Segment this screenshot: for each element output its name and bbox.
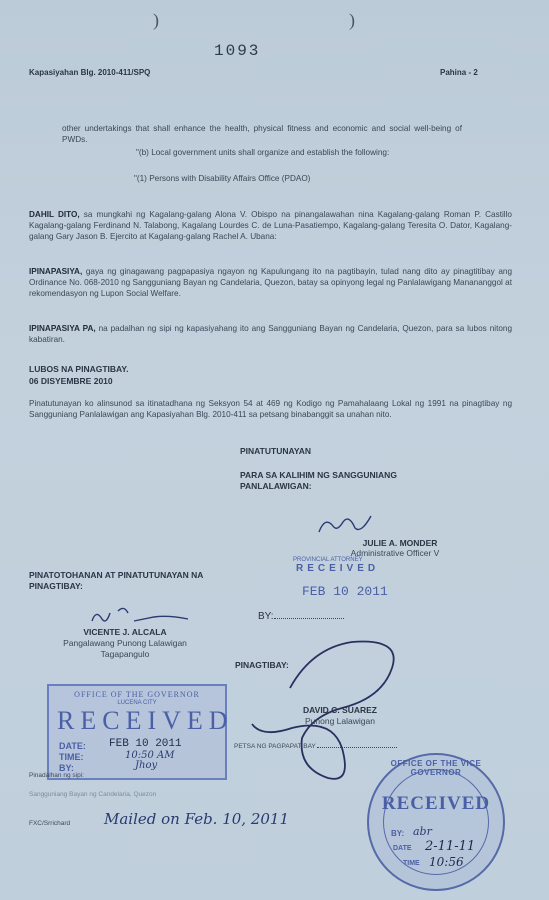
typist-initials: FXC/Srrichard [29, 820, 71, 827]
vice-governor-role: Tagapangulo [100, 649, 150, 659]
provincial-by-line [274, 618, 344, 619]
paragraph-continuation: other undertakings that shall enhance the health, physical fitness and economic and social well-being of PWDs. [62, 124, 462, 145]
governor-name: DAVID C. SUAREZ [303, 705, 377, 715]
ipinapasiya-paragraph [29, 266, 512, 300]
governor-office-received-stamp [47, 684, 234, 780]
governor-stamp-date-label: DATE: [59, 741, 86, 751]
ipinapasiya-text: gaya ng ginagawang pagpapasiya ngayon ng Kapulungang ito na pagtibayin, tulad nang dito ay pinagtitibay ang Ordinance No. 068-2010 ng Sangguniang Bayan ng Candelaria, Quezon, batay sa opinyong legal ng Panlalawigang Manananggol at rekomendasyon ng Lupon Social Welfare. [29, 267, 512, 299]
pinagtibay-label: PINAGTIBAY: [235, 660, 289, 670]
dahil-dito-paragraph [29, 209, 512, 243]
vice-governor-stamp-by-label: BY: [391, 829, 405, 838]
para-sa-kalihim-label: PARA SA KALIHIM NG SANGGUNIANG PANLALAWIGAN: [240, 470, 397, 491]
governor-stamp-received: RECEIVED [57, 706, 234, 735]
mailed-note: Mailed on Feb. 10, 2011 [104, 810, 290, 828]
vice-governor-received-stamp [367, 753, 505, 891]
page-number: Pahina - 2 [440, 68, 478, 77]
pinatotohanan-label: PINATOTOHANAN AT PINATUTUNAYAN NA PINAGTIBAY: [29, 570, 204, 591]
ipinapasiya-pa-lead: IPINAPASIYA PA, [29, 324, 96, 333]
provincial-received-date: FEB 10 2011 [302, 584, 388, 599]
governor-stamp-by-label: BY: [59, 763, 74, 773]
vice-governor-title: Pangalawang Punong Lalawigan [63, 638, 187, 648]
document-number: 1093 [214, 42, 261, 60]
lubos-na-pinagtibay: LUBOS NA PINAGTIBAY. [29, 364, 129, 374]
governor-stamp-time: 10:50 AM [125, 750, 175, 761]
secretary-signature-mark [315, 512, 375, 538]
governor-stamp-by: Jhoy [135, 760, 158, 771]
ipinapasiya-lead: IPINAPASIYA, [29, 267, 83, 276]
pinatutunayan-label: PINATUTUNAYAN [240, 446, 312, 456]
provincial-by-label [258, 611, 344, 622]
vice-governor-stamp-by: abr [413, 825, 432, 838]
top-paren-left: ) [153, 10, 159, 30]
vice-governor-stamp-received: RECEIVED [381, 793, 491, 814]
petsa-ng-pagpapatibay [234, 743, 397, 750]
governor-stamp-header: OFFICE OF THE GOVERNOR [74, 690, 200, 699]
approval-date: 06 DISYEMBRE 2010 [29, 376, 113, 386]
petsa-line [317, 747, 397, 748]
paragraph-pdao: "(1) Persons with Disability Affairs Office (PDAO) [134, 174, 311, 183]
secretary-name: JULIE A. MONDER [362, 538, 438, 548]
governor-stamp-sub: LUCENA CITY [117, 700, 157, 706]
paragraph-section-b: "(b) Local government units shall organize and establish the following: [136, 148, 390, 157]
vice-governor-name: VICENTE J. ALCALA [83, 627, 167, 637]
copy-recipient: Sangguniang Bayan ng Candelaria, Quezon [29, 791, 157, 798]
governor-title: Punong Lalawigan [305, 716, 375, 726]
resolution-number-header: Kapasiyahan Blg. 2010-411/SPQ [29, 68, 151, 77]
vice-governor-stamp-time: 10:56 [429, 855, 464, 869]
ipinapasiya-pa-paragraph [29, 323, 512, 345]
dahil-dito-text: sa mungkahi ng Kagalang-galang Alona V. Obispo na pinangalawahan nina Kagalang-galang Roman P. Castillo Kagalang-galang Ferdinand N. Talabong, Kagalang Lourdes C. de Luna-Pasatiempo, Kagalang-galang Teresita O. Dator, Kagalang-galang Gary Jason B. Ejercito at Kagalang-galang Rachel A. Ubana: [29, 210, 512, 242]
vice-governor-stamp-time-label: TIME [403, 860, 420, 867]
governor-stamp-time-label: TIME: [59, 752, 84, 762]
top-paren-right: ) [349, 10, 355, 30]
provincial-by-label-text: BY: [258, 611, 274, 622]
ipinapasiya-pa-text: na padalhan ng sipi ng kapasiyahang ito ang Sangguniang Bayan ng Candelaria, Quezon, para sa lubos nitong kabatiran. [29, 324, 512, 345]
vice-governor-stamp-date: 2-11-11 [425, 839, 476, 854]
provincial-received-stamp: RECEIVED [296, 563, 380, 574]
governor-stamp-date: FEB 10 2011 [109, 738, 182, 750]
vice-governor-signature-mark [88, 603, 198, 629]
provincial-attorney-stamp-header: PROVINCIAL ATTORNEY [293, 557, 363, 563]
petsa-label-text: PETSA NG PAGPAPATIBAY [234, 743, 316, 750]
vice-governor-stamp-date-label: DATE [393, 845, 412, 852]
vice-governor-stamp-ring-text: OFFICE OF THE VICE GOVERNOR [390, 759, 482, 777]
pinadalhan-label: Pinadalhan ng sipi: [29, 772, 84, 779]
secretary-title: Administrative Officer V [350, 548, 440, 558]
certification-paragraph: Pinatutunayan ko alinsunod sa itinatadhana ng Seksyon 54 at 469 ng Kodigo ng Pamahalaang Lokal ng 1991 na pinagtibay ng Sangguniang Panlalawigan ang Kapasiyahan Blg. 2010-411 sa petsang binabanggit sa unahan nito. [29, 399, 512, 420]
dahil-dito-lead: DAHIL DITO, [29, 210, 80, 219]
